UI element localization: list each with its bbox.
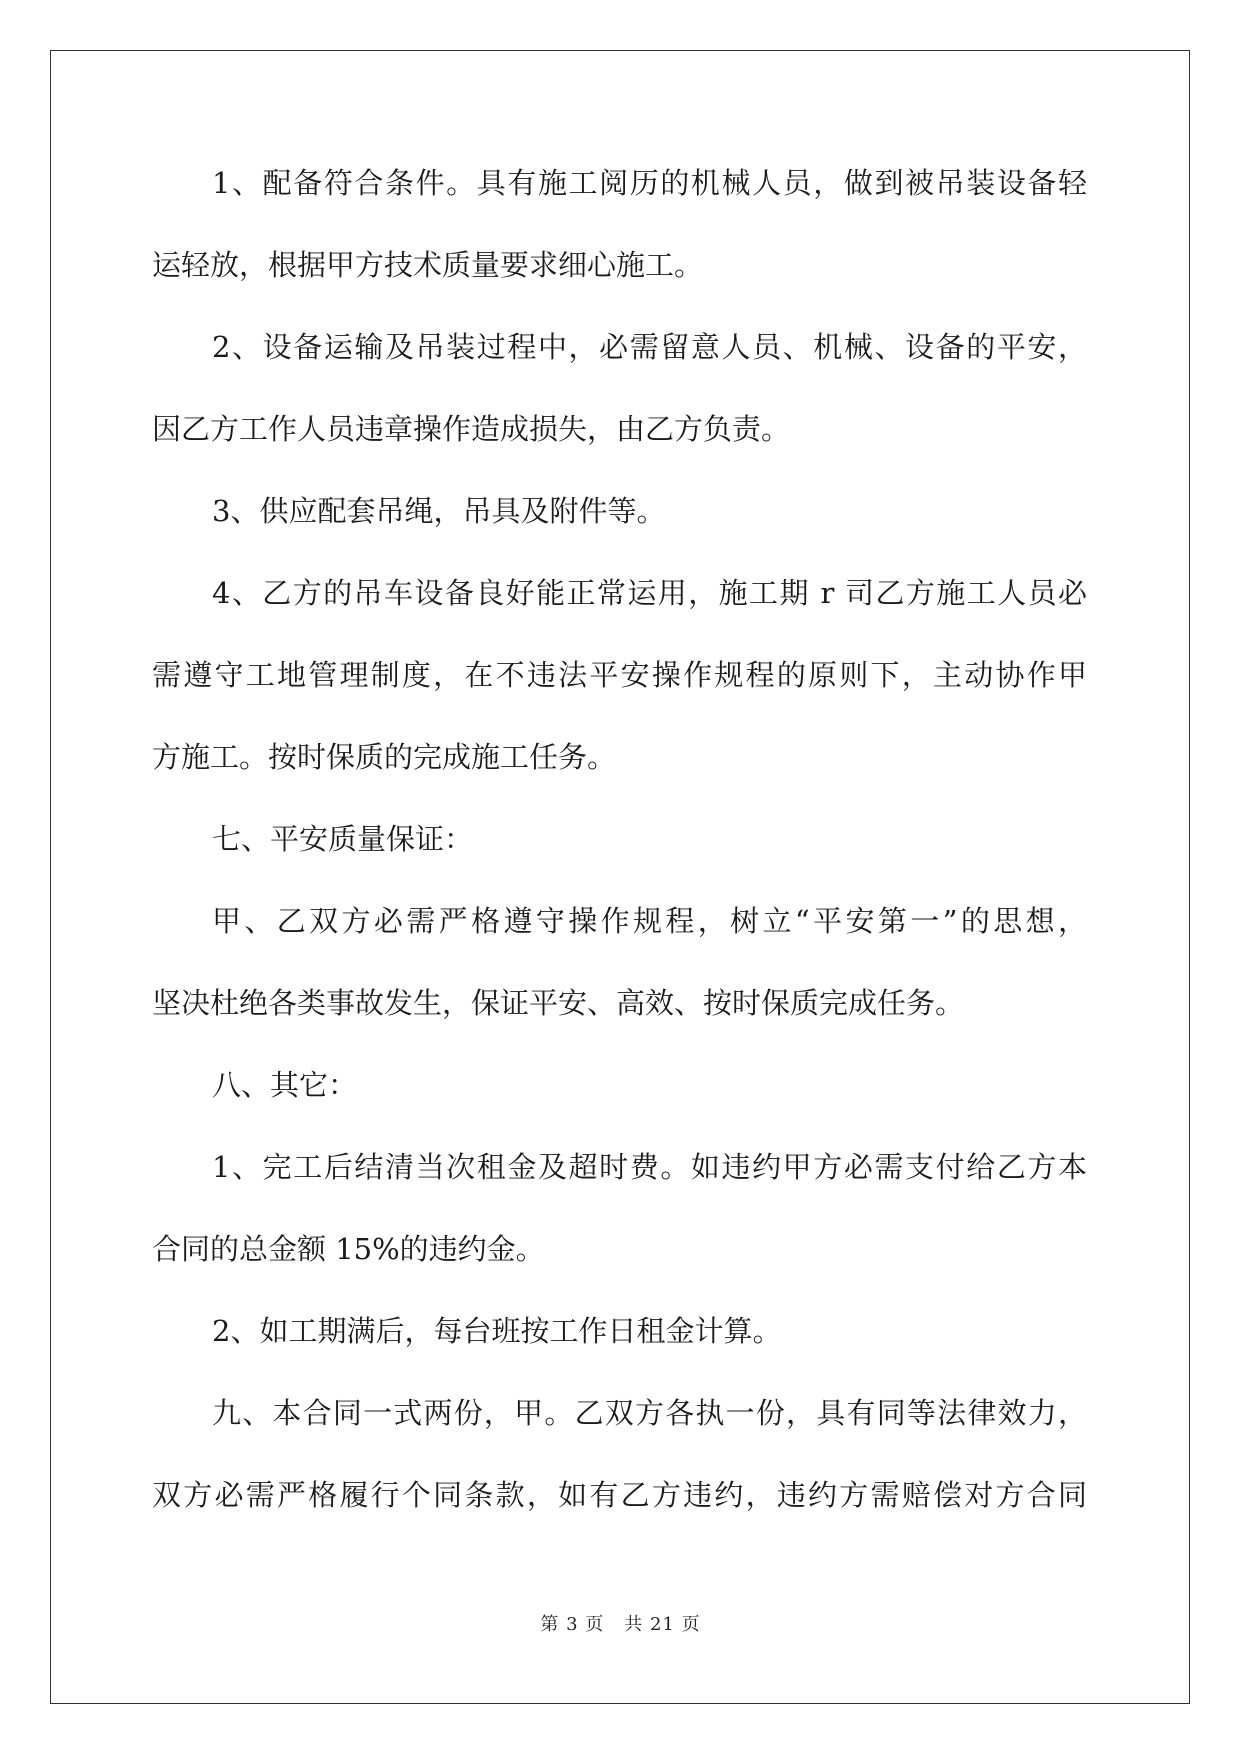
page-total: 共 21 页 <box>624 1614 701 1635</box>
text-line: 甲、乙双方必需严格遵守操作规程，树立“平安第一”的思想， <box>212 904 1087 938</box>
text-line: 需遵守工地管理制度，在不违法平安操作规程的原则下，主动协作甲 <box>152 658 1087 692</box>
text-line: 九、本合同一式两份，甲。乙双方各执一份，具有同等法律效力， <box>212 1396 1087 1430</box>
text-line: 运轻放，根据甲方技术质量要求细心施工。 <box>152 248 704 282</box>
document-body <box>152 160 1087 1554</box>
text-line: 坚决杜绝各类事故发生，保证平安、高效、按时保质完成任务。 <box>152 986 965 1020</box>
text-line: 方施工。按时保质的完成施工任务。 <box>152 740 617 774</box>
text-line: 1、配备符合条件。具有施工阅历的机械人员，做到被吊装设备轻 <box>212 166 1087 200</box>
text-line: 3、供应配套吊绳，吊具及附件等。 <box>212 494 666 528</box>
text-line: 双方必需严格履行个同条款，如有乙方违约，违约方需赔偿对方合同 <box>152 1478 1087 1512</box>
text-line: 4、乙方的吊车设备良好能正常运用，施工期 r 司乙方施工人员必 <box>212 576 1087 610</box>
text-line: 八、其它： <box>212 1068 358 1102</box>
text-line: 2、如工期满后，每台班按工作日租金计算。 <box>212 1314 782 1348</box>
text-line: 合同的总金额 15%的违约金。 <box>152 1232 545 1266</box>
page-number: 第 3 页 <box>540 1614 605 1635</box>
page-footer <box>0 1610 1241 1636</box>
text-line: 1、完工后结清当次租金及超时费。如违约甲方必需支付给乙方本 <box>212 1150 1087 1184</box>
text-line: 2、设备运输及吊装过程中，必需留意人员、机械、设备的平安， <box>212 330 1087 364</box>
text-line: 因乙方工作人员违章操作造成损失，由乙方负责。 <box>152 412 791 446</box>
text-line: 七、平安质量保证： <box>212 822 474 856</box>
